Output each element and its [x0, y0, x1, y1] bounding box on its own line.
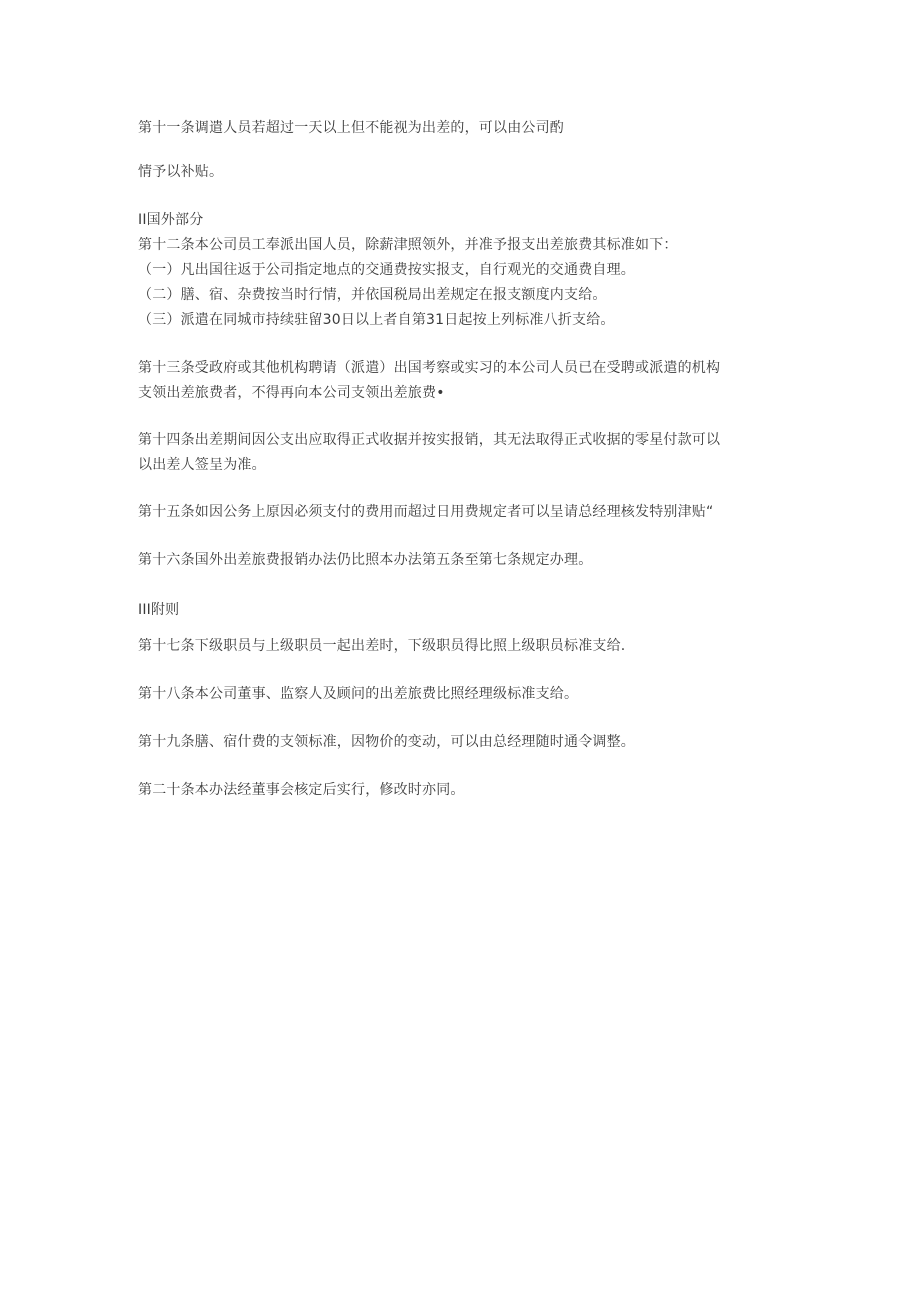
section-heading-foreign: II国外部分 [138, 212, 204, 228]
article-14-line-1: 第十四条出差期间因公支出应取得正式收据并按实报销，其无法取得正式收据的零星付款可以 [138, 432, 721, 448]
article-17: 第十七条下级职员与上级职员一起出差时，下级职员得比照上级职员标准支给. [138, 638, 626, 654]
article-20: 第二十条本办法经董事会核定后实行，修改时亦同。 [138, 782, 465, 798]
article-11-line-1: 第十一条调遣人员若超过一天以上但不能视为出差的，可以由公司酌 [138, 120, 564, 136]
article-12-item-3: （三）派遣在同城市持续驻留30日以上者自第31日起按上列标准八折支给。 [138, 312, 615, 328]
section-heading-appendix: III附则 [138, 602, 180, 618]
article-13-line-2: 支领出差旅费者，不得再向本公司支领出差旅费• [138, 385, 445, 401]
article-13-line-1: 第十三条受政府或其他机构聘请（派遣）出国考察或实习的本公司人员已在受聘或派遣的机构 [138, 360, 721, 376]
article-12-intro: 第十二条本公司员工奉派出国人员，除薪津照领外，并准予报支出差旅费其标准如下： [138, 237, 678, 253]
article-14-line-2: 以出差人签呈为准。 [138, 457, 266, 473]
article-11-line-2: 情予以补贴。 [138, 164, 224, 180]
article-19: 第十九条膳、宿什费的支领标准，因物价的变动，可以由总经理随时通令调整。 [138, 734, 635, 750]
article-12-item-1: （一）凡出国往返于公司指定地点的交通费按实报支，自行观光的交通费自理。 [138, 262, 635, 278]
article-15: 第十五条如因公务上原因必须支付的费用而超过日用费规定者可以呈请总经理核发特别津贴“ [138, 504, 714, 520]
article-16: 第十六条国外出差旅费报销办法仍比照本办法第五条至第七条规定办理。 [138, 552, 593, 568]
article-12-item-2: （二）膳、宿、杂费按当时行情，并依国税局出差规定在报支额度内支给。 [138, 287, 607, 303]
article-18: 第十八条本公司董事、监察人及顾问的出差旅费比照经理级标准支给。 [138, 686, 579, 702]
